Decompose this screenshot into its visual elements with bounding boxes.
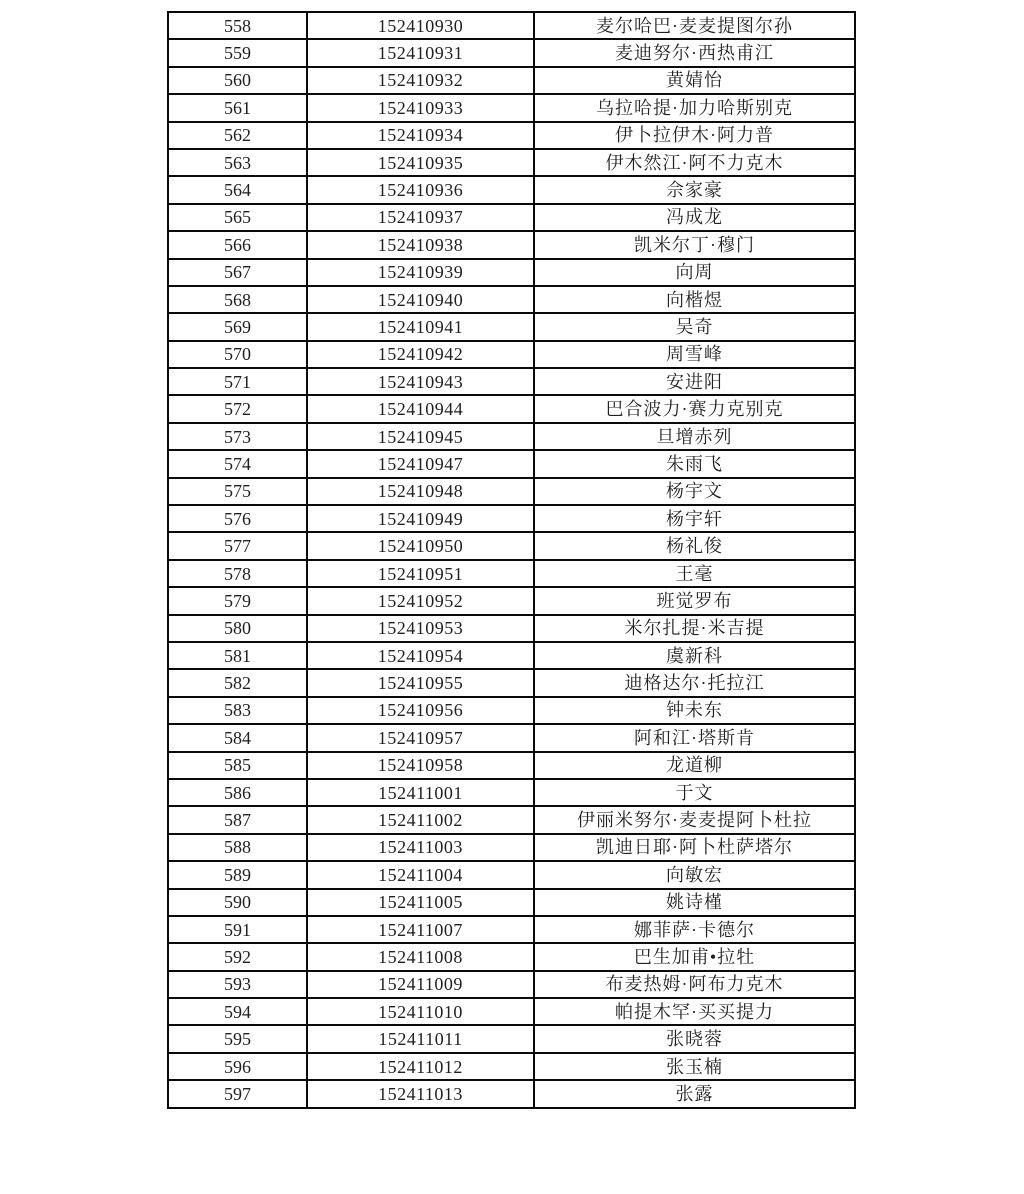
student-name-cell: 杨礼俊 (534, 532, 855, 559)
student-id-cell: 152410947 (307, 450, 534, 477)
student-name-cell: 朱雨飞 (534, 450, 855, 477)
student-name-cell: 佘家豪 (534, 176, 855, 203)
table-row (168, 122, 855, 149)
student-name-cell: 伊丽米努尔·麦麦提阿卜杜拉 (534, 806, 855, 833)
row-index-cell: 572 (168, 395, 307, 422)
table-row (168, 423, 855, 450)
student-id-cell: 152410956 (307, 697, 534, 724)
table-row (168, 861, 855, 888)
student-id-cell: 152410940 (307, 286, 534, 313)
student-name-cell: 张玉楠 (534, 1053, 855, 1080)
row-index-cell: 585 (168, 752, 307, 779)
student-name-cell: 阿和江·塔斯肯 (534, 724, 855, 751)
table-row (168, 806, 855, 833)
student-id-cell: 152410949 (307, 505, 534, 532)
student-id-cell: 152410953 (307, 615, 534, 642)
table-row (168, 231, 855, 258)
row-index-cell: 590 (168, 889, 307, 916)
table-row (168, 642, 855, 669)
student-id-cell: 152411008 (307, 943, 534, 970)
row-index-cell: 564 (168, 176, 307, 203)
student-id-cell: 152411009 (307, 971, 534, 998)
student-id-cell: 152410955 (307, 669, 534, 696)
row-index-cell: 570 (168, 341, 307, 368)
student-id-cell: 152410954 (307, 642, 534, 669)
row-index-cell: 583 (168, 697, 307, 724)
table-row (168, 1025, 855, 1052)
row-index-cell: 588 (168, 834, 307, 861)
student-id-cell: 152411010 (307, 998, 534, 1025)
table-row (168, 724, 855, 751)
row-index-cell: 596 (168, 1053, 307, 1080)
student-name-cell: 布麦热姆·阿布力克木 (534, 971, 855, 998)
student-id-cell: 152410948 (307, 478, 534, 505)
table-row (168, 39, 855, 66)
table-row (168, 204, 855, 231)
student-name-cell: 班觉罗布 (534, 587, 855, 614)
row-index-cell: 573 (168, 423, 307, 450)
student-name-cell: 姚诗槿 (534, 889, 855, 916)
table-row (168, 1053, 855, 1080)
row-index-cell: 591 (168, 916, 307, 943)
student-id-cell: 152410938 (307, 231, 534, 258)
student-name-cell: 黄婧怡 (534, 67, 855, 94)
row-index-cell: 582 (168, 669, 307, 696)
student-name-cell: 周雪峰 (534, 341, 855, 368)
student-name-cell: 巴合波力·赛力克别克 (534, 395, 855, 422)
student-id-cell: 152410941 (307, 313, 534, 340)
student-name-cell: 向周 (534, 259, 855, 286)
student-name-cell: 杨宇文 (534, 478, 855, 505)
student-id-cell: 152410950 (307, 532, 534, 559)
student-name-cell: 龙道柳 (534, 752, 855, 779)
student-name-cell: 巴生加甫•拉牡 (534, 943, 855, 970)
student-name-cell: 安进阳 (534, 368, 855, 395)
student-name-cell: 张露 (534, 1080, 855, 1107)
row-index-cell: 560 (168, 67, 307, 94)
student-id-cell: 152411007 (307, 916, 534, 943)
table-row (168, 943, 855, 970)
student-name-cell: 向楷煜 (534, 286, 855, 313)
student-id-cell: 152410930 (307, 12, 534, 39)
table-row (168, 971, 855, 998)
table-row (168, 779, 855, 806)
row-index-cell: 579 (168, 587, 307, 614)
student-id-cell: 152410951 (307, 560, 534, 587)
table-row (168, 834, 855, 861)
table-row (168, 94, 855, 121)
table-row (168, 560, 855, 587)
student-roster-table (167, 11, 856, 1109)
row-index-cell: 569 (168, 313, 307, 340)
row-index-cell: 597 (168, 1080, 307, 1107)
student-name-cell: 米尔扎提·米吉提 (534, 615, 855, 642)
student-id-cell: 152411004 (307, 861, 534, 888)
row-index-cell: 559 (168, 39, 307, 66)
student-id-cell: 152411001 (307, 779, 534, 806)
row-index-cell: 594 (168, 998, 307, 1025)
student-name-cell: 伊卜拉伊木·阿力普 (534, 122, 855, 149)
table-row (168, 669, 855, 696)
table-row (168, 395, 855, 422)
row-index-cell: 595 (168, 1025, 307, 1052)
row-index-cell: 563 (168, 149, 307, 176)
table-row (168, 587, 855, 614)
student-id-cell: 152410942 (307, 341, 534, 368)
student-name-cell: 钟未东 (534, 697, 855, 724)
table-row (168, 176, 855, 203)
student-name-cell: 向敏宏 (534, 861, 855, 888)
student-name-cell: 迪格达尔·托拉江 (534, 669, 855, 696)
student-id-cell: 152410958 (307, 752, 534, 779)
table-row (168, 341, 855, 368)
student-id-cell: 152411003 (307, 834, 534, 861)
table-row (168, 998, 855, 1025)
row-index-cell: 589 (168, 861, 307, 888)
student-name-cell: 张晓蓉 (534, 1025, 855, 1052)
row-index-cell: 581 (168, 642, 307, 669)
row-index-cell: 575 (168, 478, 307, 505)
student-id-cell: 152411011 (307, 1025, 534, 1052)
row-index-cell: 566 (168, 231, 307, 258)
student-id-cell: 152411005 (307, 889, 534, 916)
row-index-cell: 587 (168, 806, 307, 833)
student-id-cell: 152410939 (307, 259, 534, 286)
row-index-cell: 578 (168, 560, 307, 587)
table-row (168, 368, 855, 395)
student-name-cell: 杨宇轩 (534, 505, 855, 532)
row-index-cell: 576 (168, 505, 307, 532)
table-row (168, 916, 855, 943)
table-row (168, 505, 855, 532)
row-index-cell: 571 (168, 368, 307, 395)
table-row (168, 478, 855, 505)
student-name-cell: 虞新科 (534, 642, 855, 669)
row-index-cell: 577 (168, 532, 307, 559)
table-row (168, 889, 855, 916)
row-index-cell: 584 (168, 724, 307, 751)
student-id-cell: 152411013 (307, 1080, 534, 1107)
student-id-cell: 152410937 (307, 204, 534, 231)
student-id-cell: 152411002 (307, 806, 534, 833)
row-index-cell: 561 (168, 94, 307, 121)
table-row (168, 286, 855, 313)
student-id-cell: 152410931 (307, 39, 534, 66)
student-id-cell: 152410945 (307, 423, 534, 450)
student-name-cell: 乌拉哈提·加力哈斯别克 (534, 94, 855, 121)
student-name-cell: 冯成龙 (534, 204, 855, 231)
student-name-cell: 麦尔哈巴·麦麦提图尔孙 (534, 12, 855, 39)
table-row (168, 12, 855, 39)
row-index-cell: 580 (168, 615, 307, 642)
table-row (168, 615, 855, 642)
student-name-cell: 王毫 (534, 560, 855, 587)
student-id-cell: 152410935 (307, 149, 534, 176)
table-row (168, 1080, 855, 1107)
student-name-cell: 娜菲萨·卡德尔 (534, 916, 855, 943)
row-index-cell: 558 (168, 12, 307, 39)
table-row (168, 149, 855, 176)
student-id-cell: 152411012 (307, 1053, 534, 1080)
row-index-cell: 562 (168, 122, 307, 149)
row-index-cell: 586 (168, 779, 307, 806)
row-index-cell: 565 (168, 204, 307, 231)
student-name-cell: 麦迪努尔·西热甫江 (534, 39, 855, 66)
table-row (168, 313, 855, 340)
row-index-cell: 574 (168, 450, 307, 477)
student-id-cell: 152410957 (307, 724, 534, 751)
table-row (168, 697, 855, 724)
student-name-cell: 旦增赤列 (534, 423, 855, 450)
student-name-cell: 凯米尔丁·穆门 (534, 231, 855, 258)
student-name-cell: 帕提木罕·买买提力 (534, 998, 855, 1025)
row-index-cell: 567 (168, 259, 307, 286)
table-row (168, 532, 855, 559)
table-row (168, 450, 855, 477)
student-id-cell: 152410952 (307, 587, 534, 614)
row-index-cell: 593 (168, 971, 307, 998)
student-id-cell: 152410944 (307, 395, 534, 422)
table-row (168, 752, 855, 779)
student-id-cell: 152410932 (307, 67, 534, 94)
student-id-cell: 152410933 (307, 94, 534, 121)
roster-table-body (168, 12, 855, 1108)
row-index-cell: 568 (168, 286, 307, 313)
row-index-cell: 592 (168, 943, 307, 970)
student-id-cell: 152410936 (307, 176, 534, 203)
student-name-cell: 于文 (534, 779, 855, 806)
student-name-cell: 吴奇 (534, 313, 855, 340)
student-id-cell: 152410943 (307, 368, 534, 395)
table-row (168, 259, 855, 286)
student-name-cell: 伊木然江·阿不力克木 (534, 149, 855, 176)
table-row (168, 67, 855, 94)
student-id-cell: 152410934 (307, 122, 534, 149)
student-name-cell: 凯迪日耶·阿卜杜萨塔尔 (534, 834, 855, 861)
